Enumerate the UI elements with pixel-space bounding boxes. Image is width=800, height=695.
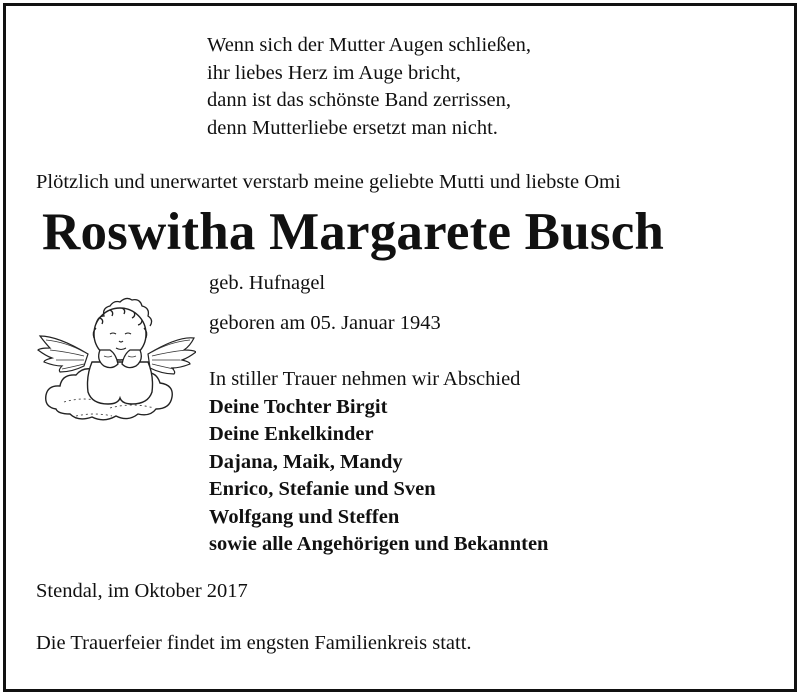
mourner-name: Deine Enkelkinder (209, 423, 374, 445)
place-date: Stendal, im Oktober 2017 (36, 580, 248, 602)
deceased-name: Roswitha Margarete Busch (42, 203, 665, 261)
poem (207, 32, 531, 142)
mourner-name: Wolfgang und Steffen (209, 505, 400, 528)
cherub-angel-illustration (36, 284, 196, 434)
maiden-name: geb. Hufnagel (209, 272, 326, 294)
poem-line: denn Mutterliebe ersetzt man nicht. (207, 116, 498, 139)
poem-line: Wenn sich der Mutter Augen schließen, (207, 34, 531, 56)
mourners-heading: In stiller Trauer nehmen wir Abschied (209, 368, 521, 390)
poem-line: ihr liebes Herz im Auge bricht, (207, 61, 461, 84)
mourner-name: Deine Tochter Birgit (209, 395, 388, 418)
mourner-name: sowie alle Angehörigen und Bekannten (209, 533, 549, 555)
birth-date: geboren am 05. Januar 1943 (209, 312, 441, 334)
mourner-name: Enrico, Stefanie und Sven (209, 478, 436, 500)
mourners-block (209, 366, 548, 559)
ceremony-note: Die Trauerfeier findet im engsten Familienkreis statt. (36, 632, 472, 654)
poem-line: dann ist das schönste Band zerrissen, (207, 89, 512, 111)
mourner-name: Dajana, Maik, Mandy (209, 450, 403, 473)
intro-text: Plötzlich und unerwartet verstarb meine geliebte Mutti und liebste Omi (36, 171, 621, 193)
